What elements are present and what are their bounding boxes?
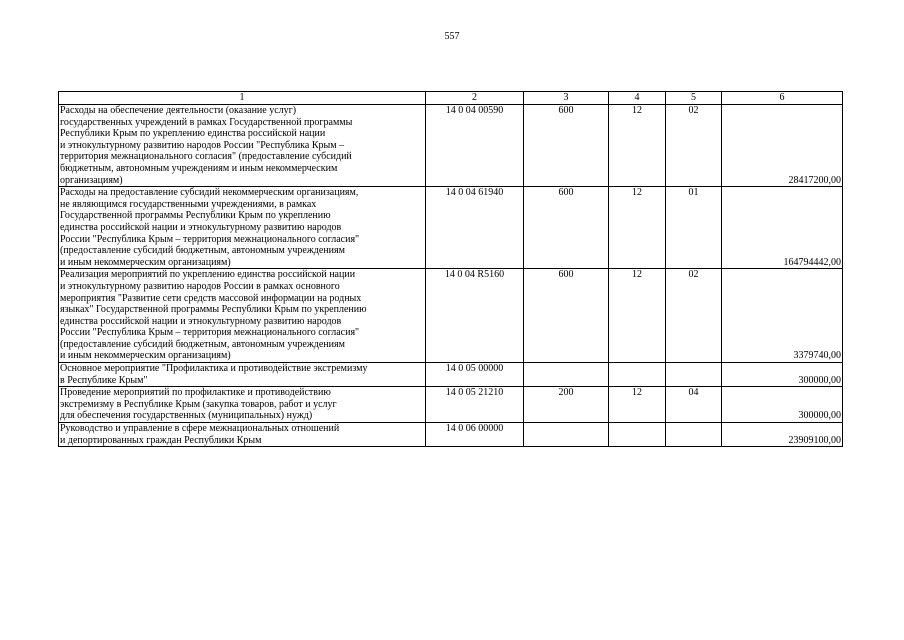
budget-table xyxy=(58,91,843,447)
row-rz-cell xyxy=(609,423,666,447)
row-vr-cell: 600 xyxy=(524,105,609,187)
row-rz-cell: 12 xyxy=(609,387,666,423)
column-header: 5 xyxy=(666,92,722,105)
row-sum-cell: 28417200,00 xyxy=(722,105,843,187)
column-header: 4 xyxy=(609,92,666,105)
row-name-cell: Реализация мероприятий по укреплению единства российской нации и этнокультурному развитию народов России в рамках основного мероприятия "Развитие сети средств массовой информации на родных языках" Государственной программы Республики Крым по укреплению единства российской нации и этнокультурному развитию народов России "Республика Крым – территория межнационального согласия" (предоставление субсидий бюджетным, автономным учреждениям и иным некоммерческим организациям) xyxy=(59,269,426,363)
row-vr-cell xyxy=(524,423,609,447)
row-pr-cell xyxy=(666,423,722,447)
row-code-cell: 14 0 04 R5160 xyxy=(426,269,524,363)
row-name-cell: Основное мероприятие "Профилактика и противодействие экстремизму в Республике Крым" xyxy=(59,363,426,387)
row-sum-cell: 300000,00 xyxy=(722,363,843,387)
row-pr-cell: 02 xyxy=(666,105,722,187)
column-header: 1 xyxy=(59,92,426,105)
row-name-cell: Руководство и управление в сфере межнациональных отношений и депортированных граждан Республики Крым xyxy=(59,423,426,447)
row-pr-cell: 02 xyxy=(666,269,722,363)
table-row xyxy=(59,363,843,387)
table-row xyxy=(59,269,843,363)
row-rz-cell: 12 xyxy=(609,269,666,363)
page-number: 557 xyxy=(444,31,460,42)
column-header: 2 xyxy=(426,92,524,105)
row-vr-cell: 600 xyxy=(524,187,609,269)
row-sum-cell: 300000,00 xyxy=(722,387,843,423)
table-row xyxy=(59,423,843,447)
row-vr-cell xyxy=(524,363,609,387)
row-sum-cell: 164794442,00 xyxy=(722,187,843,269)
row-pr-cell xyxy=(666,363,722,387)
row-code-cell: 14 0 06 00000 xyxy=(426,423,524,447)
row-name-cell: Расходы на предоставление субсидий некоммерческим организациям, не являющимся государственными учреждениями, в рамках Государственной программы Республики Крым по укреплению единства российской нации и этнокультурному развитию народов России "Республика Крым – территория межнационального согласия" (предоставление субсидий бюджетным, автономным учреждениям и иным некоммерческим организациям) xyxy=(59,187,426,269)
row-rz-cell xyxy=(609,363,666,387)
row-pr-cell: 01 xyxy=(666,187,722,269)
row-code-cell: 14 0 04 00590 xyxy=(426,105,524,187)
row-rz-cell: 12 xyxy=(609,187,666,269)
row-name-cell: Проведение мероприятий по профилактике и противодействию экстремизму в Республике Крым (закупка товаров, работ и услуг для обеспечения государственных (муниципальных) нужд) xyxy=(59,387,426,423)
table-header-row xyxy=(59,92,843,105)
row-pr-cell: 04 xyxy=(666,387,722,423)
column-header: 3 xyxy=(524,92,609,105)
row-vr-cell: 600 xyxy=(524,269,609,363)
row-sum-cell: 3379740,00 xyxy=(722,269,843,363)
table-row xyxy=(59,105,843,187)
row-code-cell: 14 0 04 61940 xyxy=(426,187,524,269)
row-code-cell: 14 0 05 21210 xyxy=(426,387,524,423)
row-rz-cell: 12 xyxy=(609,105,666,187)
row-sum-cell: 23909100,00 xyxy=(722,423,843,447)
table-row xyxy=(59,187,843,269)
column-header: 6 xyxy=(722,92,843,105)
row-vr-cell: 200 xyxy=(524,387,609,423)
row-name-cell: Расходы на обеспечение деятельности (оказание услуг) государственных учреждений в рамках Государственной программы Республики Крым по укреплению единства российской нации и этнокультурному развитию народов России "Республика Крым – территория межнационального согласия" (предоставление субсидий бюджетным, автономным учреждениям и иным некоммерческим организациям) xyxy=(59,105,426,187)
row-code-cell: 14 0 05 00000 xyxy=(426,363,524,387)
table-row xyxy=(59,387,843,423)
